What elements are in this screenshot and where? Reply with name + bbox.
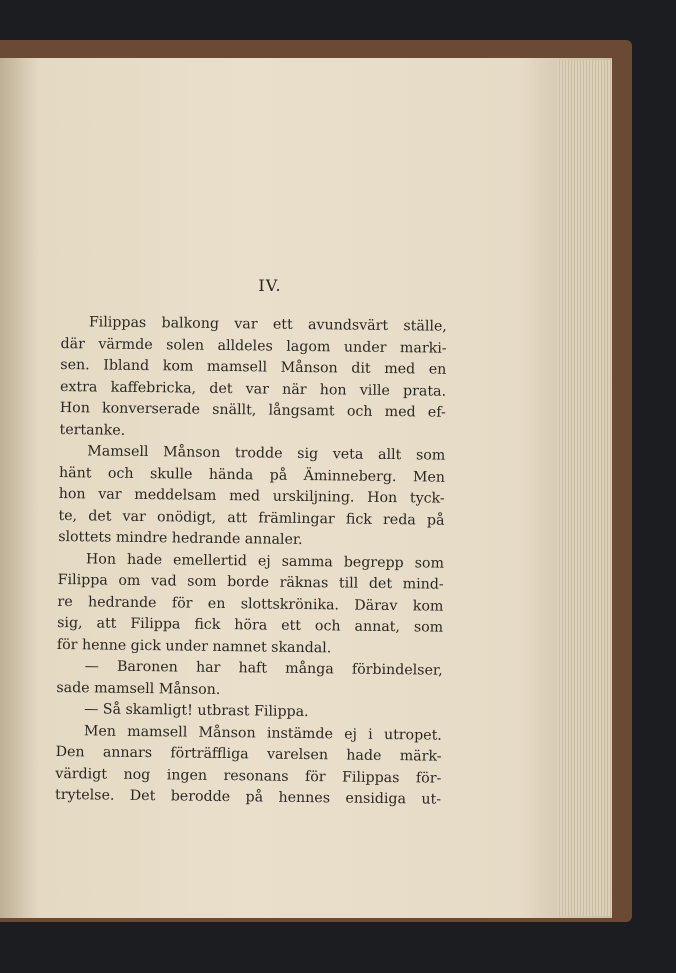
- text-line: te, det var onödigt, att främlingar fick reda på: [58, 507, 445, 529]
- page-edges: [557, 60, 612, 916]
- text-line: värdigt nog ingen resonans för Filippas för-: [55, 765, 442, 787]
- text-line: Filippa om vad som borde räknas till det mind-: [57, 571, 444, 593]
- text-line: trytelse. Det berodde på hennes ensidiga ut-: [55, 786, 442, 808]
- text-line: slottets mindre hedrande annaler.: [58, 528, 303, 548]
- text-line: extra kaffebricka, det var när hon ville prata.: [59, 378, 447, 400]
- text-line: Filippas balkong var ett avundsvärt ställe,: [88, 314, 447, 335]
- text-line: för henne gick under namnet skandal.: [56, 636, 332, 656]
- text-line: hon var meddelsam med urskiljning. Hon tyck-: [58, 485, 445, 507]
- text-line: sen. Ibland kom mamsell Månson dit med en: [60, 356, 447, 378]
- text-line: — Så skamligt! utbrast Filippa.: [84, 701, 309, 721]
- text-line: tertanke.: [59, 421, 126, 439]
- text-line: Men mamsell Månson instämde ej i utropet.: [83, 722, 442, 744]
- text-line: Den annars förträffliga varelsen hade märk-: [55, 743, 442, 765]
- chapter-heading: IV.: [258, 276, 282, 295]
- text-line: Hon hade emellertid ej samma begrepp som: [85, 550, 445, 572]
- text-line: sig, att Filippa fick höra ett och annat, som: [57, 614, 444, 636]
- text-line: — Baronen har haft många förbindelser,: [84, 658, 443, 679]
- gutter-shadow: [0, 58, 40, 918]
- text-line: re hedrande för en slottskrönika. Därav kom: [57, 593, 444, 615]
- text-line: hänt och skulle hända på Äminneberg. Men: [58, 464, 446, 486]
- body-text: [55, 312, 447, 811]
- text-line: sade mamsell Månson.: [56, 679, 221, 698]
- text-line: Hon konverserade snällt, långsamt och med ef-: [59, 399, 446, 421]
- text-line: Mamsell Månson trodde sig veta allt som: [87, 443, 446, 464]
- text-line: där värmde solen alldeles lagom under marki-: [60, 335, 447, 357]
